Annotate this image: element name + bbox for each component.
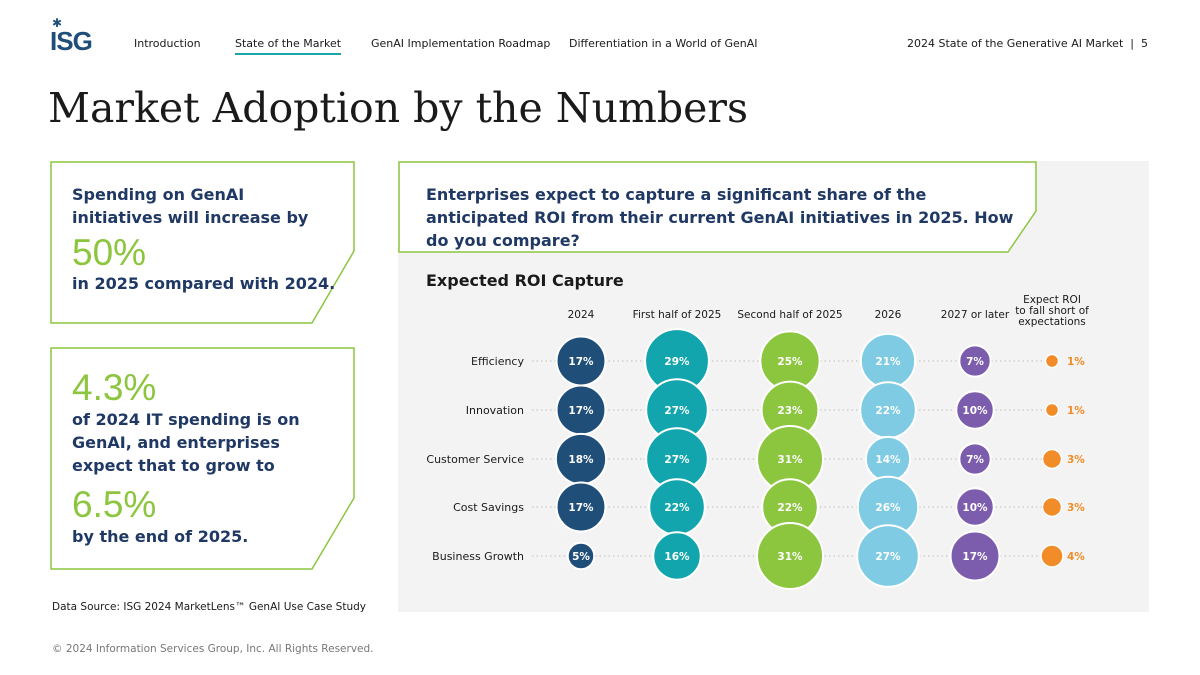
bubble-label-business-growth-second-half-of-2025: 31% <box>777 551 803 563</box>
bubble-efficiency-expect-roi-to-fall-short-of-expectations <box>1046 355 1059 368</box>
bubble-label-customer-service-second-half-of-2025: 31% <box>777 454 803 466</box>
data-source: Data Source: ISG 2024 MarketLens™ GenAI Use Case Study <box>52 601 366 613</box>
nav-genai-implementation-roadmap[interactable]: GenAI Implementation Roadmap <box>371 37 551 50</box>
column-header-2026: 2026 <box>874 309 902 321</box>
logo-star-icon: ✱ <box>52 16 63 30</box>
bubble-label-innovation-first-half-of-2025: 27% <box>664 405 690 417</box>
chart-title: Expected ROI Capture <box>426 271 624 290</box>
bubble-label-customer-service-2027-or-later: 7% <box>966 454 984 466</box>
column-header-first-half-of-2025: First half of 2025 <box>632 309 722 321</box>
bubble-label-business-growth-2026: 27% <box>875 551 901 563</box>
bubble-label-innovation-2027-or-later: 10% <box>962 405 988 417</box>
bubble-label-cost-savings-2027-or-later: 10% <box>962 502 988 514</box>
column-header-2024: 2024 <box>567 309 595 321</box>
page-number: 5 <box>1141 37 1148 50</box>
stat2-value1: 4.3% <box>72 367 157 408</box>
logo-text: ISG <box>50 26 92 56</box>
bubble-label-cost-savings-2024: 17% <box>568 502 594 514</box>
bubble-label-efficiency-2026: 21% <box>875 356 901 368</box>
bubble-label-efficiency-second-half-of-2025: 25% <box>777 356 803 368</box>
copyright: © 2024 Information Services Group, Inc. All Rights Reserved. <box>52 643 374 655</box>
header-separator: | <box>1130 37 1134 50</box>
stat2-tail: by the end of 2025. <box>72 527 249 546</box>
bubble-label-customer-service-2026: 14% <box>875 454 901 466</box>
nav-state-of-the-market[interactable]: State of the Market <box>235 37 341 55</box>
nav-introduction[interactable]: Introduction <box>134 37 201 50</box>
bubble-customer-service-expect-roi-to-fall-short-of-expectations <box>1043 450 1062 469</box>
row-label-customer-service: Customer Service <box>426 453 524 466</box>
column-header-2027-or-later: 2027 or later <box>940 309 1010 321</box>
bubble-label-innovation-2024: 17% <box>568 405 594 417</box>
stat1-tail: in 2025 compared with 2024. <box>72 274 336 293</box>
bubble-label-innovation-expect-roi-to-fall-short-of-expectations: 1% <box>1067 405 1085 417</box>
row-label-efficiency: Efficiency <box>471 355 524 368</box>
bubble-label-customer-service-2024: 18% <box>568 454 594 466</box>
stat1-lead: Spending on GenAI initiatives will increase by <box>72 185 309 227</box>
stat1-value: 50% <box>72 232 147 273</box>
callout-text: Enterprises expect to capture a significant share of the anticipated ROI from their current GenAI initiatives in 2025. How do you compare? <box>426 185 1014 250</box>
column-header-expect-roi-to-fall-short-of-expectations: Expect ROI to fall short of expectations <box>1015 294 1089 328</box>
bubble-label-efficiency-2024: 17% <box>568 356 594 368</box>
bubble-label-innovation-2026: 22% <box>875 405 901 417</box>
row-label-cost-savings: Cost Savings <box>453 501 524 514</box>
bubble-label-business-growth-expect-roi-to-fall-short-of-expectations: 4% <box>1067 551 1085 563</box>
page-title: Market Adoption by the Numbers <box>48 84 749 132</box>
nav-differentiation[interactable]: Differentiation in a World of GenAI <box>569 37 758 50</box>
bubble-business-growth-expect-roi-to-fall-short-of-expectations <box>1041 545 1063 567</box>
bubble-cost-savings-expect-roi-to-fall-short-of-expectations <box>1043 498 1062 517</box>
bubble-label-cost-savings-expect-roi-to-fall-short-of-expectations: 3% <box>1067 502 1085 514</box>
column-header-second-half-of-2025: Second half of 2025 <box>737 309 843 321</box>
bubble-innovation-expect-roi-to-fall-short-of-expectations <box>1046 404 1059 417</box>
bubble-label-customer-service-first-half-of-2025: 27% <box>664 454 690 466</box>
bubble-label-business-growth-2027-or-later: 17% <box>962 551 988 563</box>
bubble-label-cost-savings-2026: 26% <box>875 502 901 514</box>
bubble-label-efficiency-first-half-of-2025: 29% <box>664 356 690 368</box>
bubble-label-cost-savings-second-half-of-2025: 22% <box>777 502 803 514</box>
bubble-label-cost-savings-first-half-of-2025: 22% <box>664 502 690 514</box>
bubble-label-innovation-second-half-of-2025: 23% <box>777 405 803 417</box>
stat2-middle: of 2024 IT spending is on GenAI, and enterprises expect that to grow to <box>72 410 300 475</box>
bubble-label-efficiency-expect-roi-to-fall-short-of-expectations: 1% <box>1067 356 1085 368</box>
bubble-label-customer-service-expect-roi-to-fall-short-of-expectations: 3% <box>1067 454 1085 466</box>
doc-title: 2024 State of the Generative AI Market <box>907 37 1124 50</box>
bubble-label-business-growth-2024: 5% <box>572 551 590 563</box>
bubble-label-efficiency-2027-or-later: 7% <box>966 356 984 368</box>
row-label-innovation: Innovation <box>465 404 524 417</box>
stat2-value2: 6.5% <box>72 484 157 525</box>
row-label-business-growth: Business Growth <box>432 550 524 563</box>
bubble-label-business-growth-first-half-of-2025: 16% <box>664 551 690 563</box>
